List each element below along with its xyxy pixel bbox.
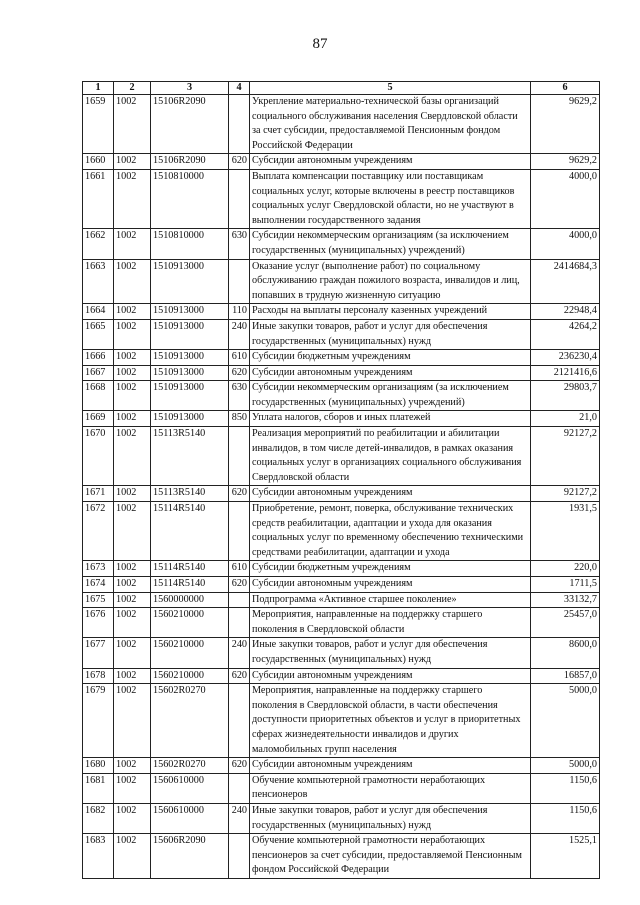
expense-type-code: 110 xyxy=(229,304,250,320)
target-article-code: 1560210000 xyxy=(151,638,229,668)
row-number: 1674 xyxy=(83,577,114,593)
amount: 2121416,6 xyxy=(531,365,600,381)
section-code: 1002 xyxy=(114,668,151,684)
expense-type-code xyxy=(229,169,250,228)
item-name: Субсидии автономным учреждениям xyxy=(250,577,531,593)
target-article-code: 1560210000 xyxy=(151,668,229,684)
table-row xyxy=(83,427,600,486)
table-row xyxy=(83,365,600,381)
table-header xyxy=(83,82,600,95)
section-code: 1002 xyxy=(114,154,151,170)
item-name: Субсидии автономным учреждениям xyxy=(250,154,531,170)
item-name: Реализация мероприятий по реабилитации и абилитации инвалидов, в том числе детей-инвалидов, в рамках оказания социальных услуг в организациях социального обслуживания Свердловской области xyxy=(250,427,531,486)
expense-type-code xyxy=(229,684,250,758)
table-row xyxy=(83,638,600,668)
item-name: Субсидии автономным учреждениям xyxy=(250,758,531,774)
item-name: Субсидии автономным учреждениям xyxy=(250,668,531,684)
section-code: 1002 xyxy=(114,834,151,879)
header-col-4: 4 xyxy=(229,82,250,95)
item-name: Укрепление материально-технической базы организаций социального обслуживания населения Свердловской области за счет субсидии, предоставляемой Пенсионным фондом Российской Федерации xyxy=(250,95,531,154)
target-article-code: 15106R2090 xyxy=(151,95,229,154)
section-code: 1002 xyxy=(114,304,151,320)
item-name: Расходы на выплаты персоналу казенных учреждений xyxy=(250,304,531,320)
section-code: 1002 xyxy=(114,229,151,259)
table-row xyxy=(83,486,600,502)
expense-type-code xyxy=(229,95,250,154)
amount: 9629,2 xyxy=(531,154,600,170)
table-row xyxy=(83,154,600,170)
amount: 1931,5 xyxy=(531,502,600,561)
row-number: 1673 xyxy=(83,561,114,577)
item-name: Мероприятия, направленные на поддержку старшего поколения в Свердловской области, в части обеспечения доступности приоритетных объектов и услуг в приоритетных сферах жизнедеятельности инвалидов и других маломобильных групп населения xyxy=(250,684,531,758)
table-row xyxy=(83,608,600,638)
expense-type-code xyxy=(229,427,250,486)
section-code: 1002 xyxy=(114,561,151,577)
item-name: Иные закупки товаров, работ и услуг для обеспечения государственных (муниципальных) нужд xyxy=(250,803,531,833)
row-number: 1678 xyxy=(83,668,114,684)
table-row xyxy=(83,304,600,320)
expense-type-code: 240 xyxy=(229,319,250,349)
target-article-code: 1560210000 xyxy=(151,608,229,638)
section-code: 1002 xyxy=(114,592,151,608)
expense-type-code: 630 xyxy=(229,381,250,411)
item-name: Приобретение, ремонт, поверка, обслуживание технических средств реабилитации, адаптации и ухода для оказания социальных услуг по временному обеспечению техническими средствами реабилитации, адаптации и ухода xyxy=(250,502,531,561)
section-code: 1002 xyxy=(114,95,151,154)
table-row xyxy=(83,561,600,577)
expense-type-code: 620 xyxy=(229,668,250,684)
target-article-code: 1510810000 xyxy=(151,229,229,259)
expense-type-code: 240 xyxy=(229,803,250,833)
row-number: 1661 xyxy=(83,169,114,228)
expense-type-code: 610 xyxy=(229,350,250,366)
expense-type-code xyxy=(229,773,250,803)
table-row xyxy=(83,502,600,561)
section-code: 1002 xyxy=(114,502,151,561)
item-name: Уплата налогов, сборов и иных платежей xyxy=(250,411,531,427)
header-col-6: 6 xyxy=(531,82,600,95)
table-row xyxy=(83,95,600,154)
expense-type-code xyxy=(229,608,250,638)
section-code: 1002 xyxy=(114,427,151,486)
header-col-5: 5 xyxy=(250,82,531,95)
expense-type-code: 620 xyxy=(229,486,250,502)
expense-type-code: 620 xyxy=(229,758,250,774)
row-number: 1670 xyxy=(83,427,114,486)
section-code: 1002 xyxy=(114,773,151,803)
section-code: 1002 xyxy=(114,758,151,774)
row-number: 1659 xyxy=(83,95,114,154)
target-article-code: 15106R2090 xyxy=(151,154,229,170)
row-number: 1663 xyxy=(83,259,114,304)
table-row xyxy=(83,834,600,879)
expense-type-code: 620 xyxy=(229,365,250,381)
row-number: 1682 xyxy=(83,803,114,833)
section-code: 1002 xyxy=(114,381,151,411)
section-code: 1002 xyxy=(114,365,151,381)
row-number: 1671 xyxy=(83,486,114,502)
amount: 1525,1 xyxy=(531,834,600,879)
target-article-code: 1560610000 xyxy=(151,803,229,833)
amount: 1150,6 xyxy=(531,773,600,803)
target-article-code: 1510913000 xyxy=(151,381,229,411)
row-number: 1677 xyxy=(83,638,114,668)
item-name: Выплата компенсации поставщику или поставщикам социальных услуг, которые включены в реестр поставщиков социальных услуг Свердловской области, но не участвуют в выполнении государственного задания xyxy=(250,169,531,228)
amount: 22948,4 xyxy=(531,304,600,320)
row-number: 1662 xyxy=(83,229,114,259)
table-row xyxy=(83,803,600,833)
target-article-code: 15602R0270 xyxy=(151,758,229,774)
section-code: 1002 xyxy=(114,684,151,758)
amount: 4000,0 xyxy=(531,229,600,259)
target-article-code: 1560610000 xyxy=(151,773,229,803)
row-number: 1667 xyxy=(83,365,114,381)
item-name: Субсидии бюджетным учреждениям xyxy=(250,350,531,366)
expense-type-code xyxy=(229,834,250,879)
budget-table xyxy=(82,81,600,879)
header-row xyxy=(83,82,600,95)
table-row xyxy=(83,577,600,593)
table-row xyxy=(83,411,600,427)
section-code: 1002 xyxy=(114,486,151,502)
amount: 92127,2 xyxy=(531,427,600,486)
item-name: Мероприятия, направленные на поддержку старшего поколения в Свердловской области xyxy=(250,608,531,638)
table-row xyxy=(83,773,600,803)
amount: 29803,7 xyxy=(531,381,600,411)
row-number: 1664 xyxy=(83,304,114,320)
amount: 21,0 xyxy=(531,411,600,427)
amount: 2414684,3 xyxy=(531,259,600,304)
item-name: Субсидии некоммерческим организациям (за исключением государственных (муниципальных) учреждений) xyxy=(250,381,531,411)
amount: 1711,5 xyxy=(531,577,600,593)
target-article-code: 1510913000 xyxy=(151,365,229,381)
amount: 16857,0 xyxy=(531,668,600,684)
amount: 8600,0 xyxy=(531,638,600,668)
expense-type-code xyxy=(229,502,250,561)
expense-type-code xyxy=(229,259,250,304)
row-number: 1672 xyxy=(83,502,114,561)
row-number: 1665 xyxy=(83,319,114,349)
section-code: 1002 xyxy=(114,803,151,833)
item-name: Обучение компьютерной грамотности неработающих пенсионеров за счет субсидии, предоставляемой Пенсионным фондом Российской Федерации xyxy=(250,834,531,879)
target-article-code: 1510913000 xyxy=(151,350,229,366)
table-row xyxy=(83,668,600,684)
target-article-code: 1510913000 xyxy=(151,411,229,427)
section-code: 1002 xyxy=(114,169,151,228)
target-article-code: 15114R5140 xyxy=(151,577,229,593)
amount: 5000,0 xyxy=(531,684,600,758)
target-article-code: 15602R0270 xyxy=(151,684,229,758)
header-col-1: 1 xyxy=(83,82,114,95)
target-article-code: 15606R2090 xyxy=(151,834,229,879)
amount: 25457,0 xyxy=(531,608,600,638)
amount: 33132,7 xyxy=(531,592,600,608)
amount: 5000,0 xyxy=(531,758,600,774)
item-name: Субсидии бюджетным учреждениям xyxy=(250,561,531,577)
item-name: Субсидии автономным учреждениям xyxy=(250,486,531,502)
target-article-code: 1510810000 xyxy=(151,169,229,228)
table-row xyxy=(83,350,600,366)
item-name: Оказание услуг (выполнение работ) по социальному обслуживанию граждан пожилого возраста, инвалидов и лиц, попавших в трудную жизненную ситуацию xyxy=(250,259,531,304)
row-number: 1675 xyxy=(83,592,114,608)
target-article-code: 1510913000 xyxy=(151,319,229,349)
row-number: 1668 xyxy=(83,381,114,411)
section-code: 1002 xyxy=(114,319,151,349)
target-article-code: 15113R5140 xyxy=(151,427,229,486)
table-row xyxy=(83,229,600,259)
section-code: 1002 xyxy=(114,350,151,366)
row-number: 1681 xyxy=(83,773,114,803)
row-number: 1679 xyxy=(83,684,114,758)
expense-type-code: 850 xyxy=(229,411,250,427)
section-code: 1002 xyxy=(114,577,151,593)
row-number: 1680 xyxy=(83,758,114,774)
expense-type-code: 240 xyxy=(229,638,250,668)
table-row xyxy=(83,259,600,304)
expense-type-code: 620 xyxy=(229,154,250,170)
row-number: 1676 xyxy=(83,608,114,638)
row-number: 1660 xyxy=(83,154,114,170)
row-number: 1683 xyxy=(83,834,114,879)
header-col-2: 2 xyxy=(114,82,151,95)
target-article-code: 15114R5140 xyxy=(151,502,229,561)
item-name: Подпрограмма «Активное старшее поколение» xyxy=(250,592,531,608)
item-name: Обучение компьютерной грамотности неработающих пенсионеров xyxy=(250,773,531,803)
target-article-code: 1510913000 xyxy=(151,259,229,304)
target-article-code: 1510913000 xyxy=(151,304,229,320)
amount: 92127,2 xyxy=(531,486,600,502)
target-article-code: 1560000000 xyxy=(151,592,229,608)
item-name: Иные закупки товаров, работ и услуг для обеспечения государственных (муниципальных) нужд xyxy=(250,319,531,349)
amount: 4000,0 xyxy=(531,169,600,228)
table-row xyxy=(83,169,600,228)
expense-type-code: 620 xyxy=(229,577,250,593)
table-body xyxy=(83,95,600,879)
header-col-3: 3 xyxy=(151,82,229,95)
row-number: 1669 xyxy=(83,411,114,427)
amount: 236230,4 xyxy=(531,350,600,366)
section-code: 1002 xyxy=(114,411,151,427)
table-row xyxy=(83,758,600,774)
item-name: Субсидии некоммерческим организациям (за исключением государственных (муниципальных) учреждений) xyxy=(250,229,531,259)
amount: 9629,2 xyxy=(531,95,600,154)
amount: 4264,2 xyxy=(531,319,600,349)
target-article-code: 15114R5140 xyxy=(151,561,229,577)
page-number: 87 xyxy=(312,36,328,52)
target-article-code: 15113R5140 xyxy=(151,486,229,502)
expense-type-code: 630 xyxy=(229,229,250,259)
table-row xyxy=(83,592,600,608)
item-name: Субсидии автономным учреждениям xyxy=(250,365,531,381)
section-code: 1002 xyxy=(114,259,151,304)
table-row xyxy=(83,319,600,349)
table-row xyxy=(83,381,600,411)
amount: 220,0 xyxy=(531,561,600,577)
section-code: 1002 xyxy=(114,638,151,668)
expense-type-code xyxy=(229,592,250,608)
table-row xyxy=(83,684,600,758)
row-number: 1666 xyxy=(83,350,114,366)
amount: 1150,6 xyxy=(531,803,600,833)
expense-type-code: 610 xyxy=(229,561,250,577)
item-name: Иные закупки товаров, работ и услуг для обеспечения государственных (муниципальных) нужд xyxy=(250,638,531,668)
section-code: 1002 xyxy=(114,608,151,638)
